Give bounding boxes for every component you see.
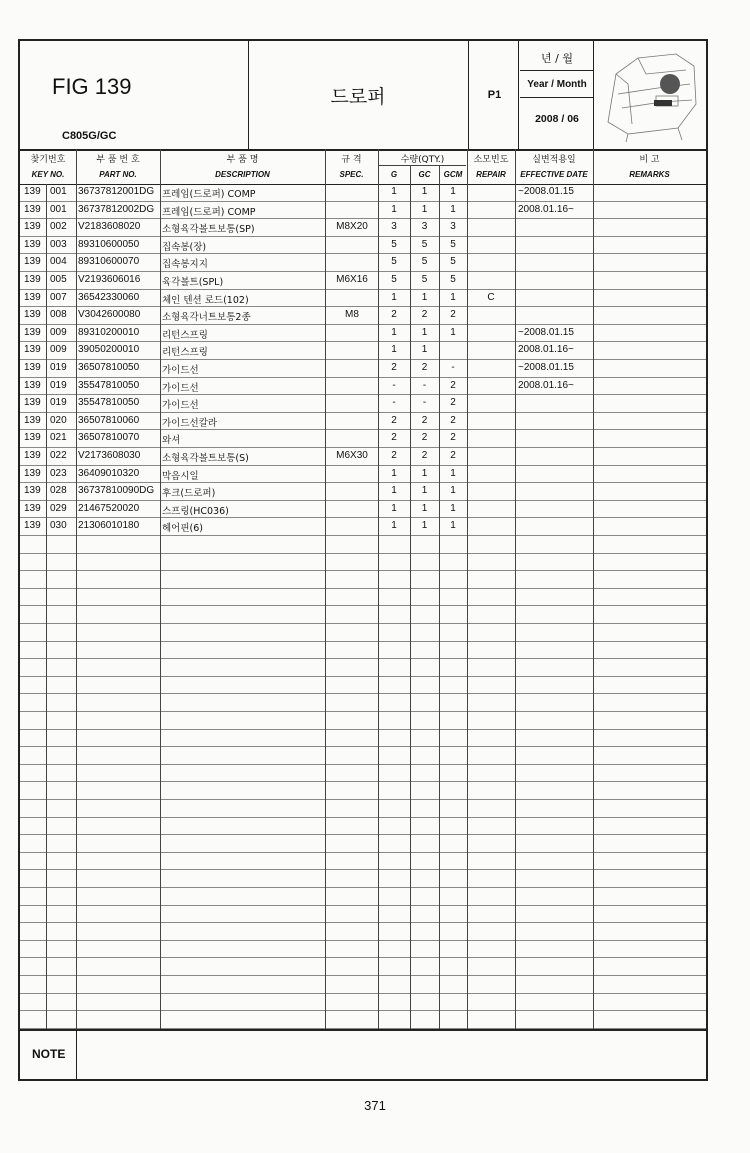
qty-gc-cell: 1 [421, 186, 428, 197]
qty-gcm-cell: - [451, 362, 455, 373]
empty-table-row [20, 958, 706, 976]
col-desc-en: DESCRIPTION [215, 170, 270, 179]
part-number-cell: 89310600070 [78, 256, 140, 268]
key-number-cell: 007 [50, 291, 67, 303]
empty-table-row [20, 941, 706, 959]
key-number-cell: 019 [50, 397, 67, 409]
part-number-cell: 36737812001DG [78, 186, 155, 197]
effective-date-cell: ~2008.01.15 [518, 186, 574, 197]
fig-ref-cell: 139 [24, 397, 41, 409]
table-row [20, 254, 706, 272]
qty-g-cell: 2 [391, 309, 397, 321]
divider [520, 70, 594, 71]
empty-table-row [20, 888, 706, 906]
fig-ref-cell: 139 [24, 502, 41, 514]
table-row [20, 219, 706, 237]
effective-date-cell: 2008.01.16~ [518, 203, 574, 215]
part-number-cell: 35547810050 [78, 379, 140, 391]
key-number-cell: 028 [50, 485, 67, 497]
table-row [20, 325, 706, 343]
col-remarks-kr: 비 고 [639, 155, 660, 165]
note-box [20, 1029, 706, 1081]
fig-ref-cell: 139 [24, 274, 41, 285]
key-number-cell: 019 [50, 362, 67, 373]
part-description-cell: 가이드선 [162, 400, 199, 412]
qty-gc-cell: 1 [421, 203, 428, 215]
table-row [20, 466, 706, 484]
key-number-cell: 008 [50, 309, 67, 321]
fig-ref-cell: 139 [24, 450, 41, 461]
fig-ref-cell: 139 [24, 414, 41, 426]
key-number-cell: 019 [50, 379, 67, 391]
qty-gcm-cell: 1 [450, 291, 456, 303]
divider [467, 149, 468, 1029]
col-remarks-en: REMARKS [629, 170, 670, 179]
qty-g-cell: 1 [391, 186, 397, 197]
qty-gc-cell: 1 [421, 467, 428, 479]
col-gc: GC [418, 170, 431, 179]
qty-gc-cell: 2 [421, 362, 428, 373]
empty-table-row [20, 694, 706, 712]
key-number-cell: 022 [50, 450, 67, 461]
assembly-title: 드로퍼 [330, 85, 386, 108]
qty-g-cell: 2 [391, 432, 397, 444]
qty-gc-cell: 2 [421, 432, 428, 444]
qty-gcm-cell: 2 [450, 450, 456, 461]
qty-g-cell: 1 [391, 520, 397, 532]
part-number-cell: 36737810090DG [78, 485, 155, 497]
divider [410, 165, 411, 1029]
divider [76, 1031, 77, 1079]
part-number-cell: V2193606016 [78, 274, 141, 285]
part-description-cell: 리턴스프링 [162, 347, 208, 359]
key-number-cell: 023 [50, 467, 67, 479]
qty-g-cell: 3 [391, 221, 397, 233]
table-row [20, 342, 706, 360]
qty-g-cell: 1 [391, 344, 397, 356]
empty-table-row [20, 853, 706, 871]
empty-table-row [20, 923, 706, 941]
qty-g-cell: - [392, 397, 396, 409]
parts-list-sheet [18, 39, 708, 1081]
col-spec-kr: 규 격 [341, 155, 362, 165]
key-number-cell: 003 [50, 238, 67, 250]
divider [378, 165, 466, 166]
spec-cell: M8 [345, 309, 359, 321]
divider [520, 97, 594, 98]
year-month-label-en: Year / Month [527, 79, 587, 90]
key-number-cell: 004 [50, 256, 67, 268]
qty-g-cell: 2 [391, 362, 397, 373]
key-number-cell: 029 [50, 502, 67, 514]
qty-gc-cell: 2 [421, 414, 428, 426]
divider [439, 165, 440, 1029]
empty-table-row [20, 782, 706, 800]
qty-gc-cell: 5 [421, 274, 428, 285]
empty-table-row [20, 589, 706, 607]
fig-ref-cell: 139 [24, 344, 41, 356]
spec-cell: M8X20 [336, 221, 368, 233]
part-description-cell: 헤어핀(6) [162, 523, 203, 535]
spec-cell: M6X30 [336, 450, 368, 461]
qty-gc-cell: 1 [421, 344, 428, 356]
qty-g-cell: 5 [391, 274, 397, 285]
sheet-header [20, 41, 706, 151]
fig-ref-cell: 139 [24, 221, 41, 233]
col-spec-en: SPEC. [339, 170, 364, 179]
part-description-cell: 리턴스프링 [162, 329, 208, 341]
divider [325, 149, 326, 1029]
table-header [20, 149, 706, 185]
fig-ref-cell: 139 [24, 379, 41, 391]
key-number-cell: 030 [50, 520, 67, 532]
table-row [20, 395, 706, 413]
col-repair-kr: 소모빈도 [473, 155, 509, 165]
col-desc-kr: 부 품 명 [226, 155, 259, 165]
table-row [20, 184, 706, 202]
part-number-cell: 36507810070 [78, 432, 140, 444]
empty-table-row [20, 571, 706, 589]
spec-cell: M6X16 [336, 274, 368, 285]
divider [46, 184, 47, 1029]
empty-table-row [20, 976, 706, 994]
qty-gc-cell: 5 [421, 256, 428, 268]
part-number-cell: V2173608030 [78, 450, 141, 461]
col-effective-kr: 실변적용일 [532, 155, 576, 165]
qty-g-cell: - [392, 379, 396, 391]
qty-gcm-cell: 1 [450, 502, 456, 514]
table-row [20, 290, 706, 308]
key-number-cell: 021 [50, 432, 67, 444]
qty-gc-cell: 5 [421, 238, 428, 250]
table-row [20, 202, 706, 220]
empty-table-row [20, 554, 706, 572]
col-part-kr: 부 품 번 호 [96, 155, 140, 165]
empty-table-row [20, 906, 706, 924]
part-description-cell: 소형육각볼트보통(S) [162, 453, 249, 464]
qty-gcm-cell: 5 [450, 274, 456, 285]
part-number-cell: 36542330060 [78, 291, 140, 303]
effective-date-cell: ~2008.01.15 [518, 362, 574, 373]
fig-ref-cell: 139 [24, 520, 41, 532]
fig-ref-cell: 139 [24, 238, 41, 250]
qty-gc-cell: - [422, 379, 427, 391]
empty-table-row [20, 712, 706, 730]
col-part-en: PART NO. [99, 170, 137, 179]
part-number-cell: 21467520020 [78, 502, 140, 514]
divider [593, 41, 594, 149]
qty-gc-cell: 1 [421, 502, 428, 514]
divider [515, 149, 516, 1029]
part-number-cell: V3042600080 [78, 309, 141, 321]
part-description-cell: 집속봉(장) [162, 241, 207, 253]
fig-ref-cell: 139 [24, 186, 41, 197]
col-repair-en: REPAIR [476, 170, 506, 179]
year-month-value: 2008 / 06 [535, 113, 579, 125]
qty-gc-cell: - [422, 397, 427, 409]
part-number-cell: 35547810050 [78, 397, 140, 409]
page-tag: P1 [487, 89, 502, 101]
fig-ref-cell: 139 [24, 432, 41, 444]
qty-g-cell: 1 [391, 203, 397, 215]
qty-gcm-cell: 1 [450, 326, 456, 338]
table-row [20, 360, 706, 378]
empty-table-row [20, 536, 706, 554]
fig-ref-cell: 139 [24, 291, 41, 303]
qty-gc-cell: 3 [421, 221, 428, 233]
part-description-cell: 가이드선 [162, 365, 199, 376]
part-number-cell: 89310200010 [78, 326, 140, 338]
qty-g-cell: 2 [391, 414, 397, 426]
qty-g-cell: 5 [391, 256, 397, 268]
part-number-cell: 21306010180 [78, 520, 140, 532]
empty-table-row [20, 1011, 706, 1029]
part-description-cell: 와셔 [162, 435, 181, 447]
qty-g-cell: 1 [391, 485, 397, 497]
key-number-cell: 005 [50, 274, 67, 285]
part-number-cell: 36409010320 [78, 467, 140, 479]
part-description-cell: 가이드선 [162, 382, 199, 394]
qty-gcm-cell: 5 [450, 238, 456, 250]
qty-g-cell: 5 [391, 238, 397, 250]
table-row [20, 378, 706, 396]
empty-table-row [20, 730, 706, 748]
part-description-cell: 육각볼트(SPL) [162, 277, 224, 288]
part-number-cell: 36507810060 [78, 414, 140, 426]
qty-gcm-cell: 3 [450, 221, 456, 233]
fig-ref-cell: 139 [24, 326, 41, 338]
key-number-cell: 009 [50, 344, 67, 356]
part-number-cell: 36507810050 [78, 362, 140, 373]
col-gcm: GCM [443, 170, 463, 179]
divider [518, 41, 519, 149]
qty-gcm-cell: 2 [450, 379, 456, 391]
qty-gc-cell: 2 [421, 450, 428, 461]
model-code: C805G/GC [62, 130, 117, 142]
part-description-cell: 소형육각볼트보통(SP) [162, 224, 255, 236]
qty-g-cell: 1 [391, 291, 397, 303]
repair-frequency-cell: C [487, 291, 495, 303]
page-number: 371 [364, 1098, 386, 1113]
key-number-cell: 020 [50, 414, 67, 426]
qty-gcm-cell: 1 [450, 186, 456, 197]
qty-gcm-cell: 1 [450, 520, 456, 532]
fig-ref-cell: 139 [24, 362, 41, 373]
divider [468, 41, 469, 149]
fig-number: FIG 139 [52, 74, 132, 99]
key-number-cell: 001 [50, 186, 67, 197]
table-row [20, 237, 706, 255]
key-number-cell: 009 [50, 326, 67, 338]
qty-gcm-cell: 5 [450, 256, 456, 268]
qty-g-cell: 1 [391, 502, 397, 514]
harvester-thumbnail-image [598, 44, 704, 144]
table-row [20, 430, 706, 448]
divider [593, 149, 594, 1029]
table-row [20, 272, 706, 290]
fig-ref-cell: 139 [24, 467, 41, 479]
part-description-cell: 프레임(드로퍼) COMP [162, 189, 256, 200]
empty-table-row [20, 870, 706, 888]
qty-g-cell: 1 [391, 326, 397, 338]
qty-gc-cell: 2 [421, 309, 428, 321]
table-row [20, 501, 706, 519]
qty-g-cell: 2 [391, 450, 397, 461]
fig-ref-cell: 139 [24, 309, 41, 321]
part-description-cell: 프레임(드로퍼) COMP [162, 206, 256, 218]
divider [160, 149, 161, 1029]
col-key-kr: 찾기번호 [30, 155, 66, 165]
empty-table-row [20, 818, 706, 836]
table-row [20, 413, 706, 431]
empty-table-row [20, 624, 706, 642]
part-description-cell: 체인 텐션 로드(102) [162, 294, 249, 306]
part-number-cell: V2183608020 [78, 221, 141, 233]
qty-gc-cell: 1 [421, 291, 428, 303]
table-row [20, 307, 706, 325]
qty-gcm-cell: 2 [450, 397, 456, 409]
qty-gc-cell: 1 [421, 485, 428, 497]
qty-gcm-cell: 2 [450, 309, 456, 321]
col-effective-en: EFFECTIVE DATE [520, 170, 588, 179]
qty-gcm-cell: 2 [450, 414, 456, 426]
empty-table-row [20, 606, 706, 624]
part-number-cell: 39050200010 [78, 344, 140, 356]
empty-table-row [20, 765, 706, 783]
part-description-cell: 집속봉지지 [162, 259, 208, 271]
fig-ref-cell: 139 [24, 203, 41, 215]
qty-gc-cell: 1 [421, 326, 428, 338]
table-row [20, 483, 706, 501]
part-description-cell: 가이드선칼라 [162, 417, 218, 429]
table-row [20, 448, 706, 466]
qty-gc-cell: 1 [421, 520, 428, 532]
empty-table-row [20, 800, 706, 818]
key-number-cell: 002 [50, 221, 67, 233]
year-month-label-kr: 년 / 월 [541, 52, 573, 65]
empty-table-row [20, 677, 706, 695]
empty-table-row [20, 659, 706, 677]
qty-gcm-cell: 1 [450, 485, 456, 497]
effective-date-cell: 2008.01.16~ [518, 344, 574, 356]
part-description-cell: 막음시일 [162, 470, 199, 482]
col-qty-kr: 수량(QTY.) [400, 155, 445, 165]
qty-gcm-cell: 2 [450, 432, 456, 444]
qty-gcm-cell: 1 [450, 203, 456, 215]
qty-g-cell: 1 [391, 467, 397, 479]
table-row [20, 518, 706, 536]
empty-table-row [20, 747, 706, 765]
col-key-en: KEY NO. [31, 170, 65, 179]
part-number-cell: 36737812002DG [78, 203, 155, 215]
empty-table-row [20, 642, 706, 660]
fig-ref-cell: 139 [24, 256, 41, 268]
part-description-cell: 후크(드로퍼) [162, 488, 216, 500]
divider [76, 149, 77, 1029]
part-description-cell: 스프링(HC036) [162, 505, 229, 517]
key-number-cell: 001 [50, 203, 67, 215]
part-number-cell: 89310600050 [78, 238, 140, 250]
empty-table-row [20, 835, 706, 853]
effective-date-cell: 2008.01.16~ [518, 379, 574, 391]
fig-ref-cell: 139 [24, 485, 41, 497]
note-label: NOTE [32, 1047, 66, 1061]
part-description-cell: 소형육각너트보통2종 [162, 312, 251, 324]
col-g: G [390, 170, 398, 179]
divider [378, 149, 379, 1029]
empty-table-row [20, 994, 706, 1012]
effective-date-cell: ~2008.01.15 [518, 326, 574, 338]
qty-gcm-cell: 1 [450, 467, 456, 479]
